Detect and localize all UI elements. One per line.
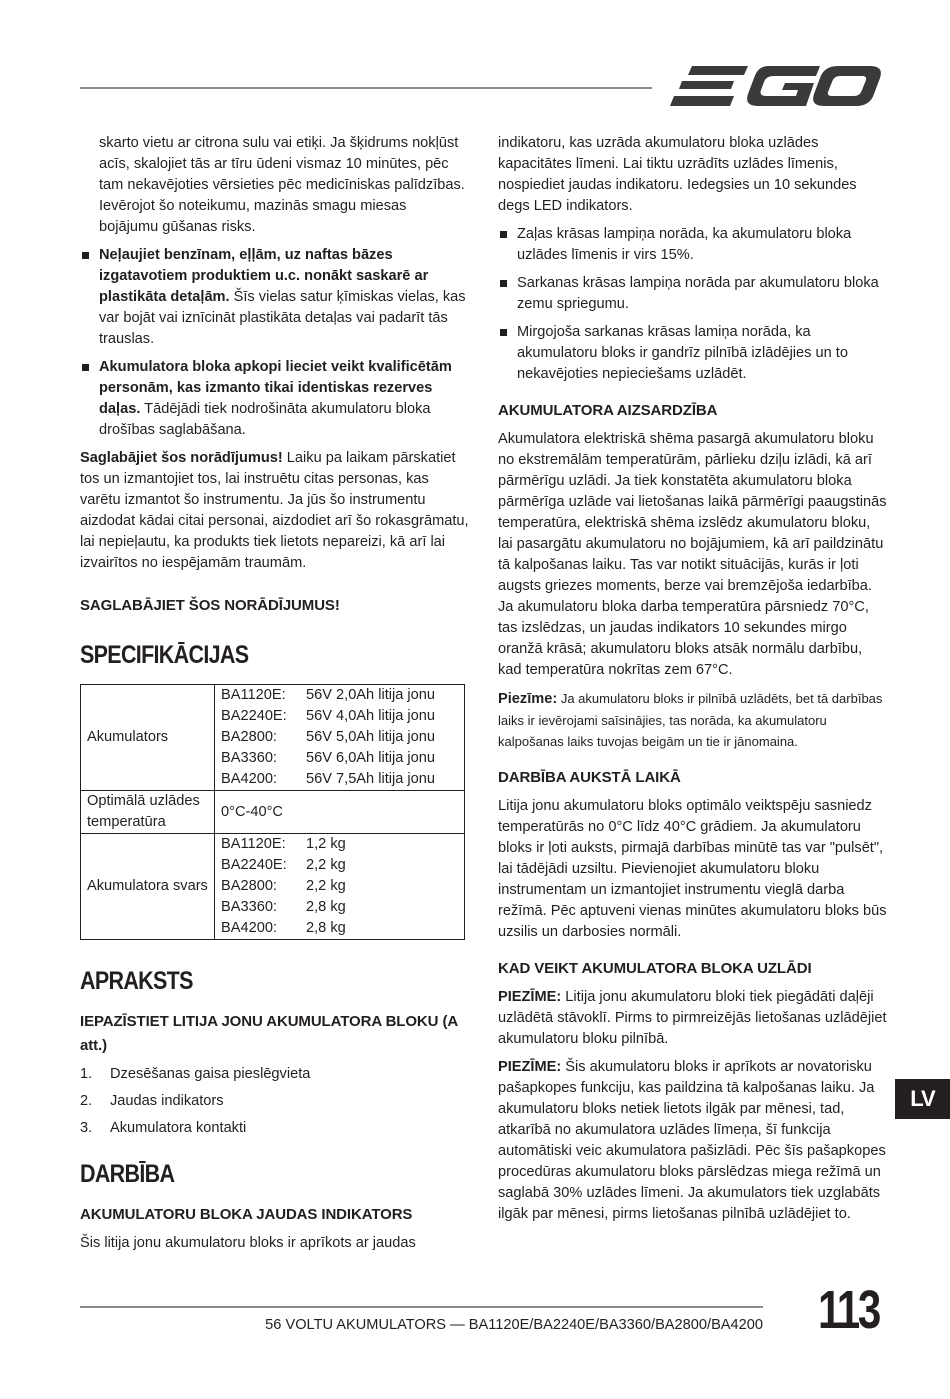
spec-value-row (221, 706, 458, 727)
operation-text: Šis litija jonu akumulatoru bloks ir aprīkots ar jaudas (80, 1235, 416, 1251)
spec-row (81, 791, 465, 834)
spec-value-row (221, 685, 458, 706)
list-number: 2. (80, 1093, 93, 1109)
header-rule (80, 87, 652, 89)
bullet-item: Zaļas krāsas lampiņa norāda, ka akumulatoru bloka uzlādes līmenis ir virs 15%. (498, 224, 888, 266)
note-paragraph (498, 688, 888, 752)
description-subheading: IEPAZĪSTIET LITIJA JONU AKUMULATORA BLOKU (A att.) (80, 1013, 458, 1054)
value: 2,8 kg (306, 920, 346, 936)
text-line: bojājumu gūšanas risks. (99, 219, 256, 235)
model: BA3360: (221, 899, 277, 915)
value: 0°C-40°C (221, 803, 283, 820)
save-text: Laiku pa laikam pārskatiet tos un izmantojiet tos, lai instruētu citas personas, kas varētu izmantot šo instrumentu. Ja jūs šo instrumentu aizdodat kādai citai personai, aizdodiet arī šo rokasgrāmatu, lai nepieļautu, ka produkts tiek lietots nepareizi, kā arī lai izvairītos no iespējamām traumām. (80, 450, 469, 571)
spec-label: Optimālā uzlādes temperatūra (81, 791, 215, 834)
value: 56V 2,0Ah litija jonu (306, 687, 435, 703)
bullet-text: Šīs vielas satur ķīmiskas vielas, kas var bojāt vai iznīcināt plastikāta detaļas vai padarīt tās trauslas. (99, 289, 466, 347)
protection-text: Akumulatora elektriskā shēma pasargā akumulatoru bloku no ekstremālām temperatūrām, pārlieku dziļu izlādi, kā arī pārmērīgu uzlādi. Ja tiek konstatēta akumulatoru bloka pārmērīga uzlāde vai lietošanas laikā pārmērīgi paaugstinās temperatūra, elektriskā shēma izslēdz akumulatoru bloku, lai pasargātu akumulatoru no bojājumiem, kā arī paildzinātu tā kalpošanas laiku. Tas var notikt situācijās, kurās ir ļoti augsts griezes moments, berze vai bremzējoša iedarbība. Ja akumulatoru bloka darba temperatūra pārsniedz 70°C, tas izslēdzas, un jaudas indikators 10 sekundes mirgo oranžā krāsā; akumulatoru bloks atsāk normālu darbību, kad temperatūra nokrītas zem 67°C. (498, 431, 887, 678)
charge-heading: KAD VEIKT AKUMULATORA BLOKA UZLĀDI (498, 960, 812, 977)
spec-values (215, 791, 465, 834)
note-paragraph (498, 987, 888, 1050)
spec-row (81, 834, 465, 940)
value: 2,2 kg (306, 857, 346, 873)
right-column (498, 133, 888, 1232)
ego-logo (670, 62, 882, 112)
save-paragraph (80, 448, 470, 574)
bullet-text: Tādējādi tiek nodrošināta akumulatoru bloka drošības saglabāšana. (99, 401, 431, 438)
list-text: Jaudas indikators (110, 1093, 224, 1109)
value: 56V 4,0Ah litija jonu (306, 708, 435, 724)
value: 56V 7,5Ah litija jonu (306, 771, 435, 787)
left-column (80, 133, 470, 1261)
cold-heading: DARBĪBA AUKSTĀ LAIKĀ (498, 769, 681, 786)
spec-value-row (221, 855, 458, 876)
spec-value-row (221, 918, 458, 939)
model: BA3360: (221, 750, 277, 766)
spec-value-row (221, 897, 458, 918)
protection-heading: AKUMULATORA AIZSARDZĪBA (498, 402, 718, 419)
list-item (80, 1064, 470, 1085)
model: BA2800: (221, 878, 277, 894)
spec-value-row (221, 769, 458, 790)
save-bold-text: Saglabājiet šos norādījumus! (80, 450, 283, 466)
spec-values (215, 685, 465, 791)
footer-rule (80, 1306, 763, 1308)
model: BA4200: (221, 920, 277, 936)
operation-subheading: AKUMULATORU BLOKA JAUDAS INDIKATORS (80, 1206, 413, 1223)
list-item (80, 1118, 470, 1139)
spec-table (80, 684, 465, 940)
spec-heading: SPECIFIKĀCIJAS (80, 641, 249, 669)
model: BA2800: (221, 729, 277, 745)
text-line: skarto vietu ar citrona sulu vai etiķi. Ja šķidrums nokļūst (99, 135, 459, 151)
note-label: PIEZĪME: (498, 989, 562, 1005)
model: BA1120E: (221, 687, 286, 703)
bullet-item: Sarkanas krāsas lampiņa norāda par akumulatoru bloka zemu spriegumu. (498, 273, 888, 315)
indicator-paragraph: indikatoru, kas uzrāda akumulatoru bloka uzlādes kapacitātes līmeni. Lai tiktu uzrādīts uzlādes līmenis, nospiediet jaudas indikatoru. Iedegsies un 10 sekundes degs LED indikators. (498, 135, 857, 214)
spec-row (81, 685, 465, 791)
text-line: Ievērojot šo noteikumu, mazinās smagu miesas (99, 198, 407, 214)
page-number: 113 (818, 1280, 879, 1340)
value: 2,8 kg (306, 899, 346, 915)
footer-title: 56 VOLTU AKUMULATORS — BA1120E/BA2240E/BA3360/BA2800/BA4200 (265, 1317, 763, 1333)
note-paragraph (498, 1057, 888, 1225)
model: BA1120E: (221, 836, 286, 852)
list-text: Dzesēšanas gaisa pieslēgvieta (110, 1066, 311, 1082)
model: BA2240E: (221, 857, 287, 873)
operation-heading: DARBĪBA (80, 1160, 175, 1188)
spec-label: Akumulatora svars (81, 834, 215, 940)
spec-value-row (221, 876, 458, 897)
spec-value-row (221, 802, 458, 823)
intro-paragraph (80, 133, 470, 238)
list-number: 3. (80, 1120, 93, 1136)
note-text: Litija jonu akumulatoru bloki tiek piegādāti daļēji uzlādētā stāvoklī. Pirms to pirmreizējās lietošanas uzlādējiet akumulatoru bloku pilnībā. (498, 989, 887, 1047)
note-label: Piezīme: (498, 691, 558, 707)
list-text: Akumulatora kontakti (110, 1120, 247, 1136)
cold-text: Litija jonu akumulatoru bloks optimālo veiktspēju sasniedz temperatūrās no 0°C līdz 40°C grādiem. Ja akumulatoru bloks ir ļoti auksts, pirmajā darbības minūtē tas var "pulsēt", lai tādējādi uzsiltu. Pievienojiet akumulatoru bloku instrumentam un izmantojiet instrumentu vieglā darba režīmā. Pēc aptuveni vienas minūtes akumulatoru bloks būs uzsilis un darbosies normāli. (498, 798, 887, 940)
model: BA2240E: (221, 708, 287, 724)
bullet-bold-text: Akumulatora bloka apkopi lieciet veikt kvalificētām personām, kas izmanto tikai identiskas rezerves daļas. (99, 359, 452, 417)
value: 1,2 kg (306, 836, 346, 852)
value: 2,2 kg (306, 878, 346, 894)
text-line: acīs, skalojiet tās ar tīru ūdeni vismaz 10 minūtes, pēc (99, 156, 449, 172)
list-item (80, 1091, 470, 1112)
save-heading: SAGLABĀJIET ŠOS NORĀDĪJUMUS! (80, 597, 340, 614)
spec-value-row (221, 727, 458, 748)
value: 56V 5,0Ah litija jonu (306, 729, 435, 745)
model: BA4200: (221, 771, 277, 787)
bullet-bold-text: Neļaujiet benzīnam, eļļām, uz naftas bāzes izgatavotiem produktiem u.c. nonākt saskarē ar plastikāta detaļām. (99, 247, 429, 305)
note-text: Šis akumulatoru bloks ir aprīkots ar novatorisku pašapkopes funkciju, kas paildzina tā kalpošanas laiku. Ja akumulatoru bloks netiek lietots ilgāk par mēnesi, tad, atkarībā no akumulatora uzlādes līmeņa, šī funkcija automātiski veic akumulatora pašizlādi. Pēc šīs pašapkopes procedūras akumulatoru bloks pārslēdzas miega režīmā un saglabā 30% uzlādes līmeni. Ja akumulators tiek uzglabāts ilgāk par mēnesi, pirms lietošanas pilnībā uzlādējiet to. (498, 1059, 886, 1222)
value: 56V 6,0Ah litija jonu (306, 750, 435, 766)
spec-value-row (221, 834, 458, 855)
spec-value-row (221, 748, 458, 769)
bullet-item (80, 245, 470, 350)
text-line: tam nekavējoties vērsieties pēc medicīniskas palīdzības. (99, 177, 465, 193)
note-text: Ja akumulatoru bloks ir pilnībā uzlādēts, bet tā darbības laiks ir ievērojami saīsinājies, tas norāda, ka akumulatoru kalpošanas laiks tuvojas beigām un tie ir jānomaina. (498, 691, 883, 749)
spec-values (215, 834, 465, 940)
language-tab: LV (895, 1079, 950, 1119)
spec-label: Akumulators (81, 685, 215, 791)
description-heading: APRAKSTS (80, 967, 193, 995)
bullet-item (80, 357, 470, 441)
list-number: 1. (80, 1066, 93, 1082)
note-label: PIEZĪME: (498, 1059, 562, 1075)
bullet-item: Mirgojoša sarkanas krāsas lamiņa norāda, ka akumulatoru bloks ir gandrīz pilnībā izlādējies un to nekavējoties nepieciešams uzlādēt. (498, 322, 888, 385)
